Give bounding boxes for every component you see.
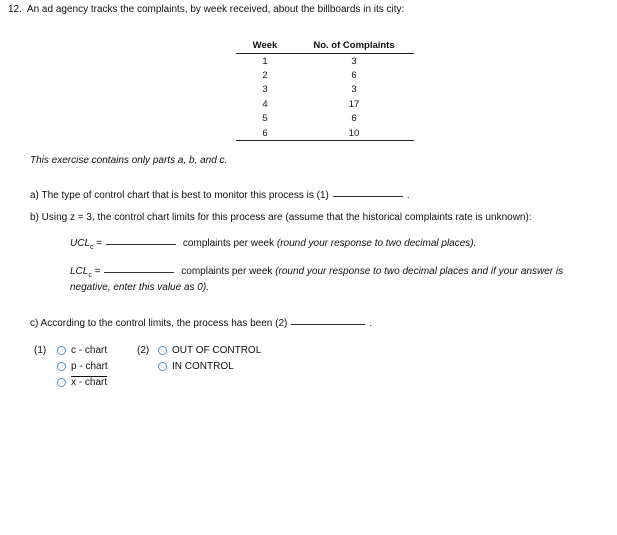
table-row <box>236 126 414 141</box>
table-row <box>236 83 414 97</box>
ucl-input[interactable] <box>106 243 176 245</box>
ucl-subscript: c <box>90 244 94 251</box>
lcl-input[interactable] <box>104 271 174 273</box>
radio-icon[interactable] <box>57 378 66 387</box>
choices-2-label: (2) <box>137 345 150 356</box>
complaints-cell: 17 <box>348 98 360 110</box>
complaints-cell: 10 <box>294 126 414 141</box>
column-header-complaints: No. of Complaints <box>294 40 414 54</box>
choice-c-chart[interactable] <box>57 345 107 356</box>
choice-x-chart[interactable] <box>57 377 107 388</box>
lcl-hint-2: negative, enter this value as 0). <box>70 282 209 293</box>
week-cell: 1 <box>262 55 268 67</box>
part-a <box>30 190 410 201</box>
part-c-text: c) According to the control limits, the process has been (2) <box>30 318 288 329</box>
question-prompt <box>8 4 404 15</box>
choice-out-of-control[interactable] <box>158 345 261 356</box>
radio-icon[interactable] <box>57 346 66 355</box>
lcl-unit: complaints per week <box>181 266 273 277</box>
part-b-text: b) Using z = 3, the control chart limits for this process are (assume that the historical complaints rate is unknown): <box>30 212 532 223</box>
week-cell: 5 <box>262 113 268 125</box>
complaints-cell: 3 <box>351 84 357 96</box>
radio-icon[interactable] <box>158 346 167 355</box>
ucl-hint: (round your response to two decimal places). <box>276 238 477 249</box>
table-row <box>236 68 414 82</box>
lcl-line <box>70 266 563 279</box>
choice-p-chart-label: p - chart <box>71 361 108 372</box>
part-a-end: . <box>406 190 410 201</box>
exercise-note: This exercise contains only parts a, b, and c. <box>30 155 228 166</box>
part-c <box>30 318 372 329</box>
choice-c-chart-label: c - chart <box>71 345 108 356</box>
ucl-equals: = <box>93 238 103 249</box>
complaints-cell: 3 <box>351 55 357 67</box>
ucl-unit: complaints per week <box>182 238 275 249</box>
complaints-cell: 6 <box>351 70 357 82</box>
question-text: An ad agency tracks the complaints, by week received, about the billboards in its city: <box>26 4 405 15</box>
ucl-label: UCL <box>70 238 91 249</box>
radio-icon[interactable] <box>57 362 66 371</box>
week-cell: 2 <box>262 70 268 82</box>
table-header-row <box>236 40 414 54</box>
choice-p-chart[interactable] <box>57 361 108 372</box>
answer-blank-2[interactable] <box>291 323 365 325</box>
lcl-equals: = <box>91 266 101 277</box>
table-row <box>236 112 414 126</box>
part-c-end: . <box>369 318 373 329</box>
choice-x-chart-label: x - chart <box>71 377 108 388</box>
complaints-cell: 6 <box>351 113 357 125</box>
column-header-week: Week <box>236 40 294 54</box>
part-a-text: a) The type of control chart that is best to monitor this process is (1) <box>30 190 329 201</box>
week-cell: 6 <box>236 126 294 141</box>
lcl-label: LCL <box>70 266 89 277</box>
complaints-table <box>236 40 414 141</box>
choice-out-of-control-label: OUT OF CONTROL <box>172 345 262 356</box>
week-cell: 4 <box>262 98 268 110</box>
answer-blank-1[interactable] <box>333 195 403 197</box>
choice-in-control-label: IN CONTROL <box>172 361 234 372</box>
choice-in-control[interactable] <box>158 361 234 372</box>
choices-1-label: (1) <box>34 345 47 356</box>
week-cell: 3 <box>262 84 268 96</box>
ucl-line <box>70 238 476 251</box>
question-number: 12. <box>8 4 22 15</box>
lcl-subscript: c <box>88 272 92 279</box>
table-row <box>236 97 414 111</box>
table-row <box>236 54 414 69</box>
lcl-hint-1: (round your response to two decimal places and if your answer is <box>275 266 564 277</box>
radio-icon[interactable] <box>158 362 167 371</box>
